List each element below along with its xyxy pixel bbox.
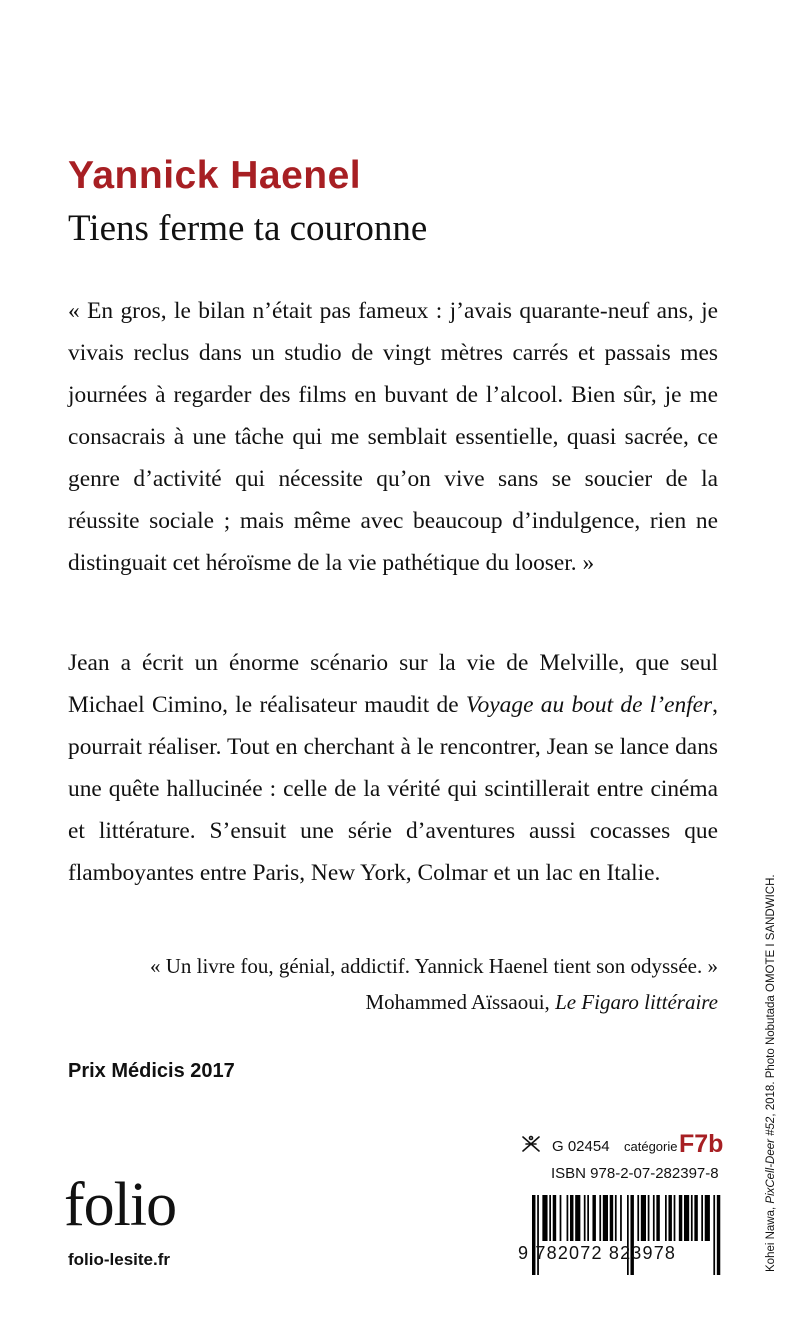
credit-photographer: , 2018. Photo Nobutada OMOTE I SANDWICH.	[765, 874, 777, 1117]
barcode-digits: 9 782072 823978	[518, 1243, 677, 1263]
category-code: F7b	[679, 1130, 724, 1158]
review-publication: Le Figaro littéraire	[555, 990, 718, 1014]
review-source	[365, 990, 718, 1015]
gallimard-emblem-icon	[520, 1134, 542, 1154]
film-title: Voyage au bout de l’enfer	[465, 692, 713, 718]
summary-text-start: Jean a écrit un énorme scénario sur la vie de Melville, que seul Michael Cimino, le réalisateur maudit de	[68, 650, 718, 718]
photo-credit	[765, 874, 777, 1272]
summary-text-end: , pourrait réaliser. Tout en cherchant à le rencontrer, Jean se lance dans une quête hallucinée : celle de la vérité qui scintillerait entre cinéma et littérature. S’ensuit une série d’aventures aussi cocasses que flamboyantes entre Paris, New York, Colmar et un lac en Italie.	[68, 692, 718, 886]
book-title: Tiens ferme ta couronne	[68, 208, 428, 249]
isbn: ISBN 978-2-07-282397-8	[551, 1165, 719, 1182]
credit-artwork: PixCell-Deer #52	[765, 1116, 777, 1204]
product-code: G 02454	[552, 1138, 610, 1155]
publisher-website: folio-lesite.fr	[68, 1250, 171, 1269]
prize-label: Prix Médicis 2017	[68, 1060, 235, 1082]
category-label: catégorie	[624, 1139, 678, 1154]
credit-artist: Kohei Nawa,	[765, 1203, 777, 1272]
folio-logo: folio	[64, 1171, 177, 1239]
author-name: Yannick Haenel	[68, 154, 362, 197]
review-critic: Mohammed Aïssaoui,	[365, 990, 556, 1014]
blurb-quote-paragraph: « En gros, le bilan n’était pas fameux : j’avais quarante-neuf ans, je vivais reclus dans un studio de vingt mètres carrés et passais mes journées à regarder des films en buvant de l’alcool. Bien sûr, je me consacrais à une tâche qui me semblait essentielle, quasi sacrée, ce genre d’activité qui nécessite qu’on vive sans se soucier de la réussite sociale ; mais même avec beaucoup d’indulgence, rien ne distinguait cet héroïsme de la vie pathétique du looser. »	[68, 298, 718, 576]
blurb-summary-paragraph	[68, 642, 718, 894]
product-code-row	[520, 1130, 730, 1158]
review-quote: « Un livre fou, génial, addictif. Yannick Haenel tient son odyssée. »	[149, 954, 718, 978]
